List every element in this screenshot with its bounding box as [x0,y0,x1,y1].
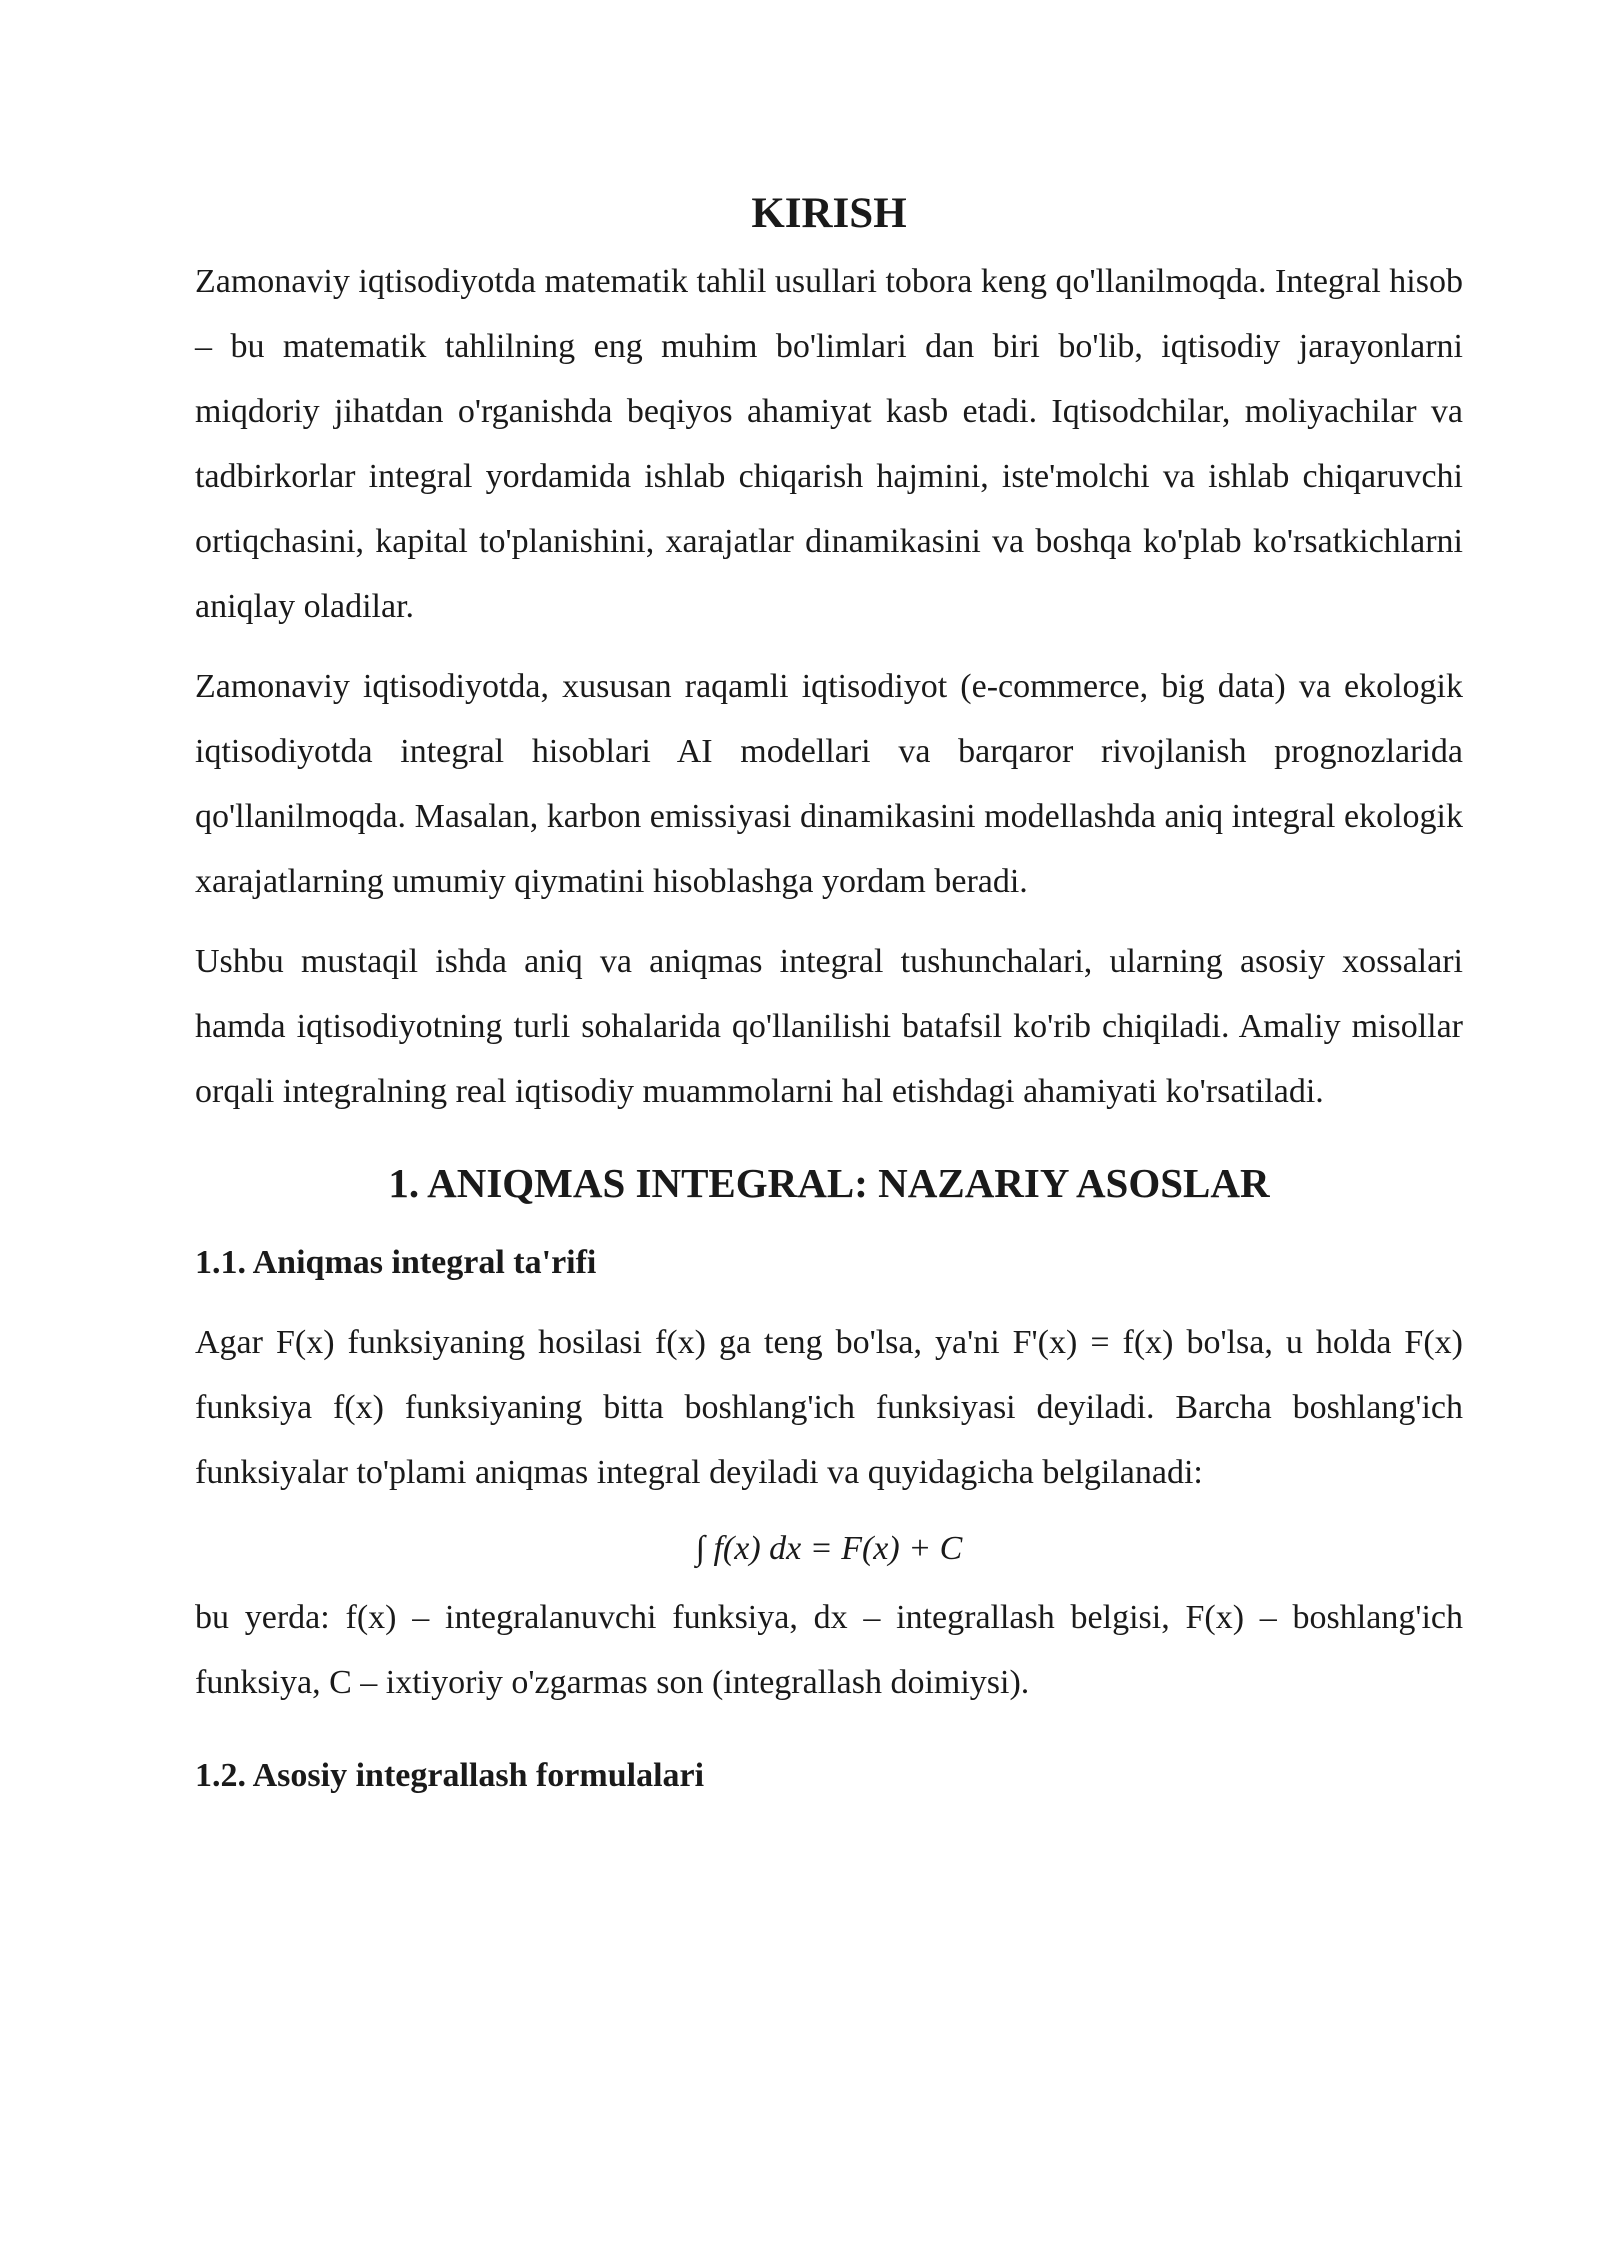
intro-title: KIRISH [751,190,907,237]
page-content [195,185,1463,1823]
integral-formula: ∫ f(x) dx = F(x) + C [695,1530,963,1567]
section-heading-1-2: 1.2. Asosiy integrallash formulalari [195,1757,705,1794]
intro-paragraph-2: Zamonaviy iqtisodiyotda, xususan raqamli iqtisodiyot (e-commerce, big data) va ekologik iqtisodiyotda integral hisoblari AI modellari va barqaror rivojlanish prognozlarida qo'llanilmoqda. Masalan, karbon emissiyasi dinamikasini modellashda aniq integral ekologik xarajatlarning umumiy qiymatini hisoblashga yordam beradi. [195,668,1463,900]
formula-explanation: bu yerda: f(x) – integralanuvchi funksiya, dx – integrallash belgisi, F(x) – boshlang'ich funksiya, C – ixtiyoriy o'zgarmas son (integrallash doimiysi). [195,1599,1463,1701]
definition-paragraph: Agar F(x) funksiyaning hosilasi f(x) ga teng bo'lsa, ya'ni F'(x) = f(x) bo'lsa, u holda F(x) funksiya f(x) funksiyaning bitta boshlang'ich funksiyasi deyiladi. Barcha boshlang'ich funksiyalar to'plami aniqmas integral deyiladi va quyidagicha belgilanadi: [195,1324,1463,1491]
section-heading-1-1: 1.1. Aniqmas integral ta'rifi [195,1244,597,1281]
intro-paragraph-3: Ushbu mustaqil ishda aniq va aniqmas integral tushunchalari, ularning asosiy xossalari hamda iqtisodiyotning turli sohalarida qo'llanilishi batafsil ko'rib chiqiladi. Amaliy misollar orqali integralning real iqtisodiy muammolarni hal etishdagi ahamiyati ko'rsatiladi. [195,943,1463,1110]
intro-paragraph-1: Zamonaviy iqtisodiyotda matematik tahlil usullari tobora keng qo'llanilmoqda. Integral hisob – bu matematik tahlilning eng muhim bo'limlari dan biri bo'lib, iqtisodiy jarayonlarni miqdoriy jihatdan o'rganishda beqiyos ahamiyat kasb etadi. Iqtisodchilar, moliyachilar va tadbirkorlar integral yordamida ishlab chiqarish hajmini, iste'molchi va ishlab chiqaruvchi ortiqchasini, kapital to'planishini, xarajatlar dinamikasini va boshqa ko'plab ko'rsatkichlarni aniqlay oladilar. [195,263,1463,625]
chapter-title: 1. ANIQMAS INTEGRAL: NAZARIY ASOSLAR [388,1160,1270,1206]
